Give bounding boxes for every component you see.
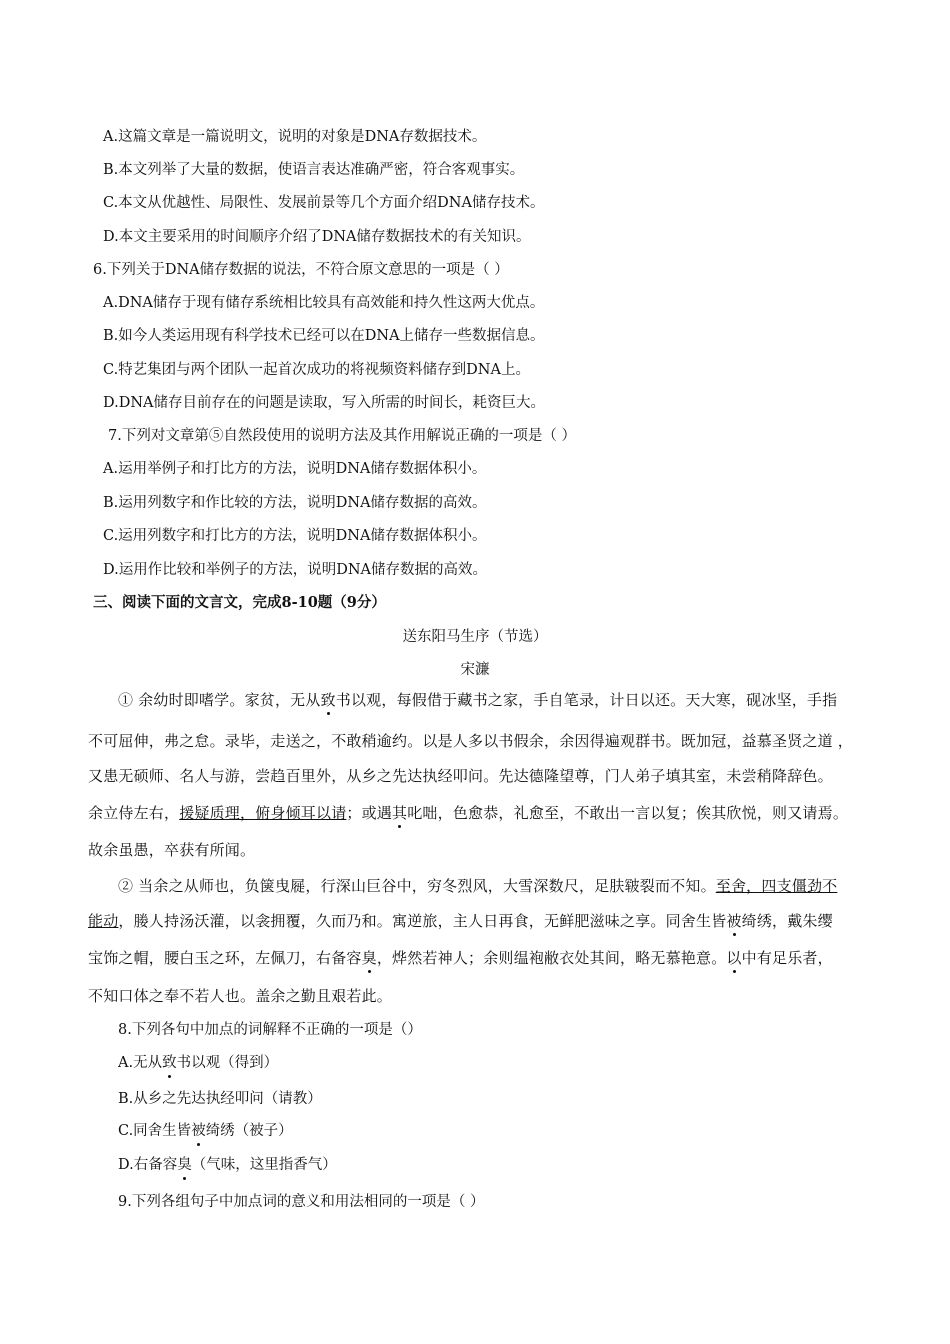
q6-option-a: A.DNA储存于现有储存系统相比较具有高效能和持久性这两大优点。 [103, 295, 545, 311]
q6-option-b: B.如今人类运用现有科学技术已经可以在DNA上储存一些数据信息。 [103, 328, 545, 344]
dotted-word: 以 [726, 949, 742, 967]
passage-title: 送东阳马生序（节选） [402, 629, 548, 645]
text-run: 宝饰之帽，腰白玉之环，左佩刀，右备容 [88, 949, 362, 967]
q7-stem: 7.下列对文章第⑤自然段使用的说明方法及其作用解说正确的一项是（ ） [108, 428, 576, 444]
section-3-heading: 三、阅读下面的文言文，完成8-10题（9分） [93, 594, 386, 611]
q5-option-b: B.本文列举了大量的数据，使语言表达准确严密，符合客观事实。 [103, 162, 525, 178]
passage-p1-line-3: 又患无硕师、名人与游，尝趋百里外，从乡之先达执经叩问。先达德隆望尊，门人弟子填其室，未尝稍降辞色。 [88, 767, 833, 785]
q6-option-d: D.DNA储存目前存在的问题是读取，写入所需的时间长，耗资巨大。 [103, 395, 545, 411]
q7-option-c: C.运用列数字和打比方的方法，说明DNA储存数据体积小。 [103, 528, 487, 544]
text-run: 书以观，每假借于藏书之家，手自笔录，计日以还。天大寒，砚冰坚，手指 [335, 691, 838, 709]
q5-option-a: A.这篇文章是一篇说明文，说明的对象是DNA存数据技术。 [103, 129, 487, 145]
text-run: C.同舍生皆 [118, 1123, 192, 1139]
dotted-word: 被 [191, 1123, 206, 1139]
text-run: ② 当余之从师也，负箧曳屣，行深山巨谷中，穷冬烈风，大雪深数尺，足肤皲裂而不知。 [118, 877, 716, 895]
passage-author: 宋濂 [460, 662, 490, 678]
q8-stem: 8.下列各句中加点的词解释不正确的一项是（） [118, 1022, 422, 1038]
text-run: 绮绣（被子） [205, 1123, 293, 1139]
underlined-sentence: 能动 [88, 912, 119, 930]
text-run: 叩 [234, 1091, 250, 1107]
q9-stem: 9.下列各组句子中加点词的意义和用法相同的一项是（ ） [118, 1194, 485, 1210]
dotted-word: 臭 [361, 949, 377, 967]
text-run: ，媵人持汤沃灌，以衾拥覆，久而乃和。寓逆旅，主人日再食，无鲜肥滋味之享。同舍生皆 [118, 912, 727, 930]
text-run: 叱咄，色愈恭，礼愈至，不敢出一言以复；俟其欣悦，则又请焉。 [407, 804, 849, 822]
passage-p1-line-5: 故余虽愚，卒获有所闻。 [88, 841, 256, 859]
q6-option-c: C.特艺集团与两个团队一起首次成功的将视频资料储存到DNA上。 [103, 362, 530, 378]
passage-p2-line-4: 不知口体之奉不若人也。盖余之勤且艰若此。 [88, 987, 393, 1005]
text-run: ；或遇 [346, 804, 393, 822]
text-run: B.从乡之先达执经 [118, 1091, 235, 1107]
text-run: 中有足乐者， [741, 949, 833, 967]
q8-option-d [118, 1155, 337, 1175]
q8-option-a [118, 1053, 278, 1073]
dotted-word: 被 [726, 912, 742, 930]
passage-p1-line-1 [118, 690, 837, 710]
text-run: A.无从 [118, 1055, 163, 1071]
q5-option-c: C.本文从优越性、局限性、发展前景等几个方面介绍DNA储存技术。 [103, 195, 545, 211]
q7-option-a: A.运用举例子和打比方的方法，说明DNA储存数据体积小。 [103, 461, 487, 477]
text-run: ① 余幼时即嗜学。家贫，无从 [118, 691, 321, 709]
passage-p1-line-4 [88, 803, 848, 823]
dotted-word: 致 [320, 691, 336, 709]
q5-option-d: D.本文主要采用的时间顺序介绍了DNA储存数据技术的有关知识。 [103, 229, 531, 245]
dotted-word: 其 [392, 804, 408, 822]
underlined-sentence: 援疑质理，俯身倾耳以请 [179, 804, 347, 822]
q7-option-d: D.运用作比较和举例子的方法，说明DNA储存数据的高效。 [103, 562, 488, 578]
text-run: 绮绣，戴朱缨 [741, 912, 833, 930]
text-run: （气味，这里指香气） [191, 1157, 337, 1173]
text-run: 余立侍左右， [88, 804, 180, 822]
passage-p2-line-3 [88, 948, 833, 968]
text-run: ，烨然若神人；余则缊袍敝衣处其间，略无慕艳意。 [376, 949, 727, 967]
passage-p2-line-1 [118, 876, 837, 896]
dotted-word: 臭 [177, 1157, 192, 1173]
text-run: 书以观（得到） [176, 1055, 279, 1071]
passage-p1-line-2: 不可屈伸，弗之怠。录毕，走送之，不敢稍逾约。以是人多以书假余，余因得遍观群书。既加冠，益慕圣贤之道 ， [88, 732, 853, 750]
dotted-word: 致 [162, 1055, 177, 1071]
q8-option-c [118, 1121, 293, 1141]
passage-p2-line-2 [88, 911, 833, 931]
q7-option-b: B.运用列数字和作比较的方法，说明DNA储存数据的高效。 [103, 495, 487, 511]
text-run: D.右备容 [118, 1157, 178, 1173]
q6-stem: 6.下列关于DNA储存数据的说法，不符合原文意思的一项是（ ） [93, 262, 509, 278]
text-run: 问（请教） [249, 1091, 322, 1107]
underlined-sentence: 至舍，四支僵劲不 [715, 877, 838, 895]
q8-option-b [118, 1089, 322, 1109]
